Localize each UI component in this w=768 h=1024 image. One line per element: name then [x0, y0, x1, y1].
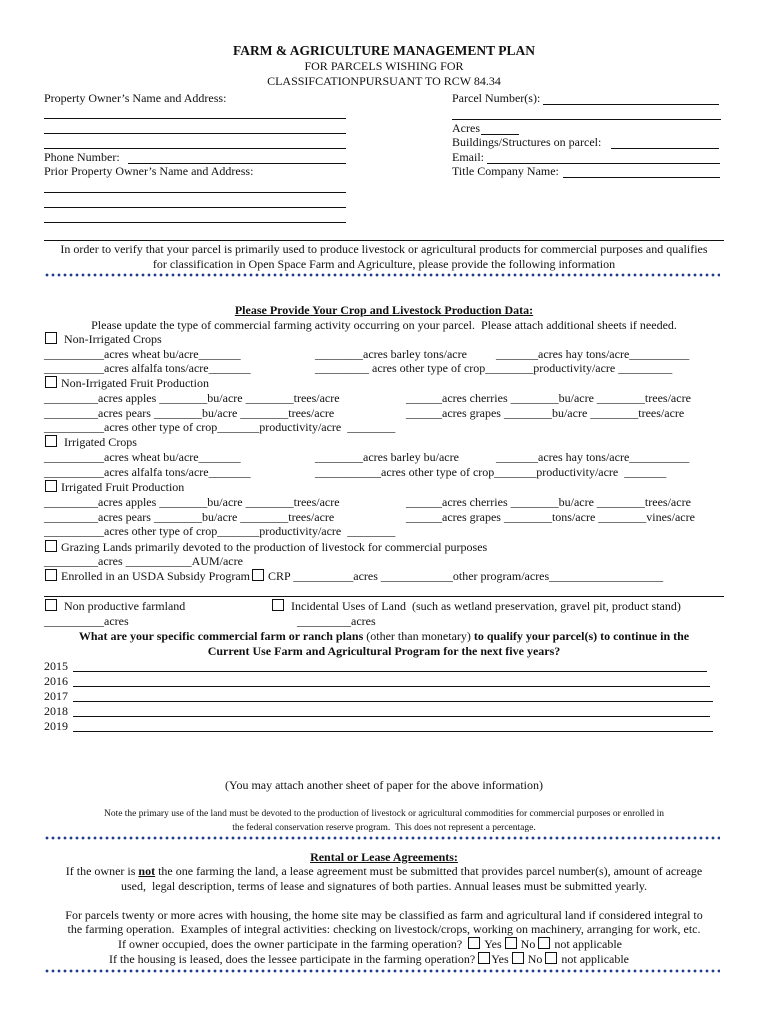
page-title: FARM & AGRICULTURE MANAGEMENT PLAN — [232, 43, 535, 58]
lessee-no-label: No — [527, 952, 543, 966]
year-line-2018[interactable] — [73, 716, 710, 717]
production-heading: Please Provide Your Crop and Livestock Production Data: — [234, 303, 534, 317]
plans-q-bold-1: What are your specific commercial farm or ranch plans — [78, 629, 364, 643]
owner-yes-checkbox[interactable] — [468, 937, 480, 949]
owner-address-line-2[interactable] — [44, 133, 346, 134]
non-irrigated-crops-row — [45, 332, 162, 347]
parcel-number-label: Parcel Number(s): — [452, 91, 541, 105]
dotted-divider-3 — [44, 969, 720, 973]
year-label-2019: 2019 — [44, 719, 68, 733]
non-irrigated-fruit-label: Non-Irrigated Fruit Production — [61, 376, 209, 390]
owner-occupied-question: If owner occupied, does the owner participate in the farming operation? — [118, 937, 463, 951]
rental-p1-line-2: used, legal description, terms of lease and signatures of both parties. Annual leases must be submitted yearly. — [120, 879, 648, 893]
incidental-checkbox[interactable] — [272, 599, 284, 611]
lessee-question-row — [109, 952, 629, 967]
attach-note: (You may attach another sheet of paper for the above information) — [224, 778, 543, 792]
year-line-2015[interactable] — [73, 671, 707, 672]
nic-alfalfa-row[interactable]: __________acres alfalfa tons/acre_______ — [44, 361, 251, 375]
intro-line-1: In order to verify that your parcel is primarily used to produce livestock or agricultural products for commercial purposes and qualifies — [60, 242, 708, 256]
plans-question-line-2: Current Use Farm and Agricultural Program for the next five years? — [207, 644, 561, 658]
nif-other-row[interactable]: __________acres other type of crop_______productivity/acre ________ — [44, 420, 396, 434]
lessee-yes-label: Yes — [491, 952, 509, 966]
lessee-yes-checkbox[interactable] — [478, 952, 490, 964]
parcel-number-field[interactable] — [543, 104, 719, 105]
buildings-field[interactable] — [611, 148, 719, 149]
rental-p2-line-1: For parcels twenty or more acres with housing, the home site may be classified as farm and agricultural land if considered integral to — [65, 908, 703, 922]
owner-na-label: not applicable — [554, 937, 622, 951]
year-label-2016: 2016 — [44, 674, 68, 688]
irrigated-fruit-label: Irrigated Fruit Production — [61, 480, 185, 494]
plans-question-line-1 — [0, 629, 768, 644]
nif-apples-row[interactable]: _________acres apples ________bu/acre ________trees/acre — [44, 391, 340, 405]
grazing-acres-row[interactable]: _________acres ___________AUM/acre — [44, 554, 243, 568]
non-irrigated-fruit-checkbox[interactable] — [45, 376, 57, 388]
non-productive-row — [45, 599, 185, 614]
year-label-2018: 2018 — [44, 704, 68, 718]
non-productive-label: Non productive farmland — [64, 599, 186, 613]
lessee-na-label: not applicable — [561, 952, 629, 966]
owner-na-checkbox[interactable] — [538, 937, 550, 949]
plans-q-bold-2: to qualify your parcel(s) to continue in the — [470, 629, 690, 643]
crp-checkbox[interactable] — [252, 569, 264, 581]
owner-occupied-question-row — [118, 937, 622, 952]
rental-p1-pre: If the owner is — [65, 864, 139, 878]
if-other-row[interactable]: __________acres other type of crop_______productivity/acre ________ — [44, 524, 396, 538]
dotted-divider-1 — [44, 273, 720, 277]
irrigated-fruit-checkbox[interactable] — [45, 480, 57, 492]
year-line-2016[interactable] — [73, 686, 710, 687]
rental-p1-post: the one farming the land, a lease agreement must be submitted that provides parcel number(s), amount of acreage — [155, 864, 703, 878]
irrigated-crops-checkbox[interactable] — [45, 435, 57, 447]
year-label-2017: 2017 — [44, 689, 68, 703]
section-divider — [44, 240, 724, 241]
irrigated-crops-label: Irrigated Crops — [64, 435, 137, 449]
non-irrigated-crops-checkbox[interactable] — [45, 332, 57, 344]
if-pears-row[interactable]: _________acres pears ________bu/acre ________trees/acre — [44, 510, 335, 524]
grazing-label: Grazing Lands primarily devoted to the production of livestock for commercial purposes — [61, 540, 488, 554]
prior-owner-line-1[interactable] — [44, 192, 346, 193]
nif-cherries-row[interactable]: ______acres cherries ________bu/acre ________trees/acre — [406, 391, 691, 405]
owner-address-line-3[interactable] — [44, 148, 346, 149]
acres-label: Acres — [452, 121, 480, 135]
plans-q-normal: (other than monetary) — [363, 629, 471, 643]
irrigated-crops-row — [45, 435, 137, 450]
usda-label: Enrolled in an USDA Subsidy Program — [61, 569, 250, 583]
non-irrigated-fruit-row — [45, 376, 209, 391]
non-productive-checkbox[interactable] — [45, 599, 57, 611]
email-label: Email: — [452, 150, 487, 164]
incidental-row — [272, 599, 681, 614]
title-company-field[interactable] — [563, 177, 720, 178]
ic-alfalfa-row[interactable]: __________acres alfalfa tons/acre_______ — [44, 465, 251, 479]
nic-hay-row[interactable]: _______acres hay tons/acre__________ — [496, 347, 690, 361]
rental-p1-line-1 — [0, 864, 768, 879]
year-line-2017[interactable] — [73, 701, 713, 702]
owner-name-label: Property Owner’s Name and Address: — [44, 91, 227, 105]
grazing-row — [45, 540, 487, 555]
ic-hay-row[interactable]: _______acres hay tons/acre__________ — [496, 450, 690, 464]
year-line-2019[interactable] — [73, 731, 713, 732]
phone-label: Phone Number: — [44, 150, 123, 164]
non-irrigated-crops-label: Non-Irrigated Crops — [64, 332, 162, 346]
year-label-2015: 2015 — [44, 659, 68, 673]
production-instructions: Please update the type of commercial farming activity occurring on your parcel. Please attach additional sheets if needed. — [91, 318, 677, 332]
rental-p2-line-2: the farming operation. Examples of integral activities: checking on livestock/crops, working on machinery, arranging for work, etc. — [67, 922, 701, 936]
ic-wheat-row[interactable]: __________acres wheat bu/acre_______ — [44, 450, 241, 464]
owner-yes-label: Yes — [484, 937, 502, 951]
nif-grapes-row[interactable]: ______acres grapes ________bu/acre ________trees/acre — [406, 406, 685, 420]
usda-divider — [44, 596, 724, 597]
ic-other-row[interactable]: ___________acres other type of crop_______productivity/acre _______ — [315, 465, 667, 479]
prior-owner-label: Prior Property Owner’s Name and Address: — [44, 164, 254, 178]
nic-barley-row[interactable]: ________acres barley tons/acre — [315, 347, 467, 361]
prior-owner-line-3[interactable] — [44, 222, 346, 223]
usda-fields[interactable]: __________acres ____________other program/acres___________________ — [290, 569, 664, 583]
if-grapes-row[interactable]: ______acres grapes ________tons/acre ________vines/acre — [406, 510, 695, 524]
nic-wheat-row[interactable]: __________acres wheat bu/acre_______ — [44, 347, 241, 361]
crp-label: CRP — [268, 569, 291, 583]
prior-owner-line-2[interactable] — [44, 207, 346, 208]
incidental-acres[interactable]: _________acres — [297, 614, 376, 628]
lessee-question: If the housing is leased, does the lessee participate in the farming operation? — [109, 952, 476, 966]
ic-barley-row[interactable]: ________acres barley bu/acre — [315, 450, 459, 464]
usda-row — [45, 569, 663, 584]
lessee-no-checkbox[interactable] — [512, 952, 524, 964]
owner-no-label: No — [520, 937, 536, 951]
rental-heading: Rental or Lease Agreements: — [310, 850, 458, 864]
incidental-label: Incidental Uses of Land (such as wetland preservation, gravel pit, product stand) — [291, 599, 681, 613]
if-cherries-row[interactable]: ______acres cherries ________bu/acre ________trees/acre — [406, 495, 691, 509]
page-subtitle-1: FOR PARCELS WISHING FOR — [304, 59, 464, 73]
owner-address-line-1[interactable] — [44, 118, 346, 119]
title-company-label: Title Company Name: — [452, 164, 559, 178]
irrigated-fruit-row — [45, 480, 184, 495]
page-subtitle-2: CLASSIFCATIONPURSUANT TO RCW 84.34 — [267, 74, 501, 88]
parcel-number-line-2[interactable] — [452, 119, 721, 120]
dotted-divider-2 — [44, 836, 720, 840]
grazing-checkbox[interactable] — [45, 540, 57, 552]
intro-line-2: for classification in Open Space Farm and Agriculture, please provide the following information — [152, 257, 616, 271]
rental-p1-not: not — [138, 864, 156, 878]
if-apples-row[interactable]: _________acres apples ________bu/acre ________trees/acre — [44, 495, 340, 509]
non-productive-acres[interactable]: __________acres — [44, 614, 129, 628]
primary-use-note-2: the federal conservation reserve program. This does not represent a percentage. — [232, 823, 536, 833]
owner-no-checkbox[interactable] — [505, 937, 517, 949]
nic-other-row[interactable]: _________ acres other type of crop________productivity/acre _________ — [315, 361, 673, 375]
nif-pears-row[interactable]: _________acres pears ________bu/acre ________trees/acre — [44, 406, 335, 420]
buildings-label: Buildings/Structures on parcel: — [452, 135, 602, 149]
lessee-na-checkbox[interactable] — [545, 952, 557, 964]
usda-checkbox[interactable] — [45, 569, 57, 581]
primary-use-note-1: Note the primary use of the land must be devoted to the production of livestock or agricultural commodities for commercial purposes or enrolled in — [103, 809, 665, 819]
